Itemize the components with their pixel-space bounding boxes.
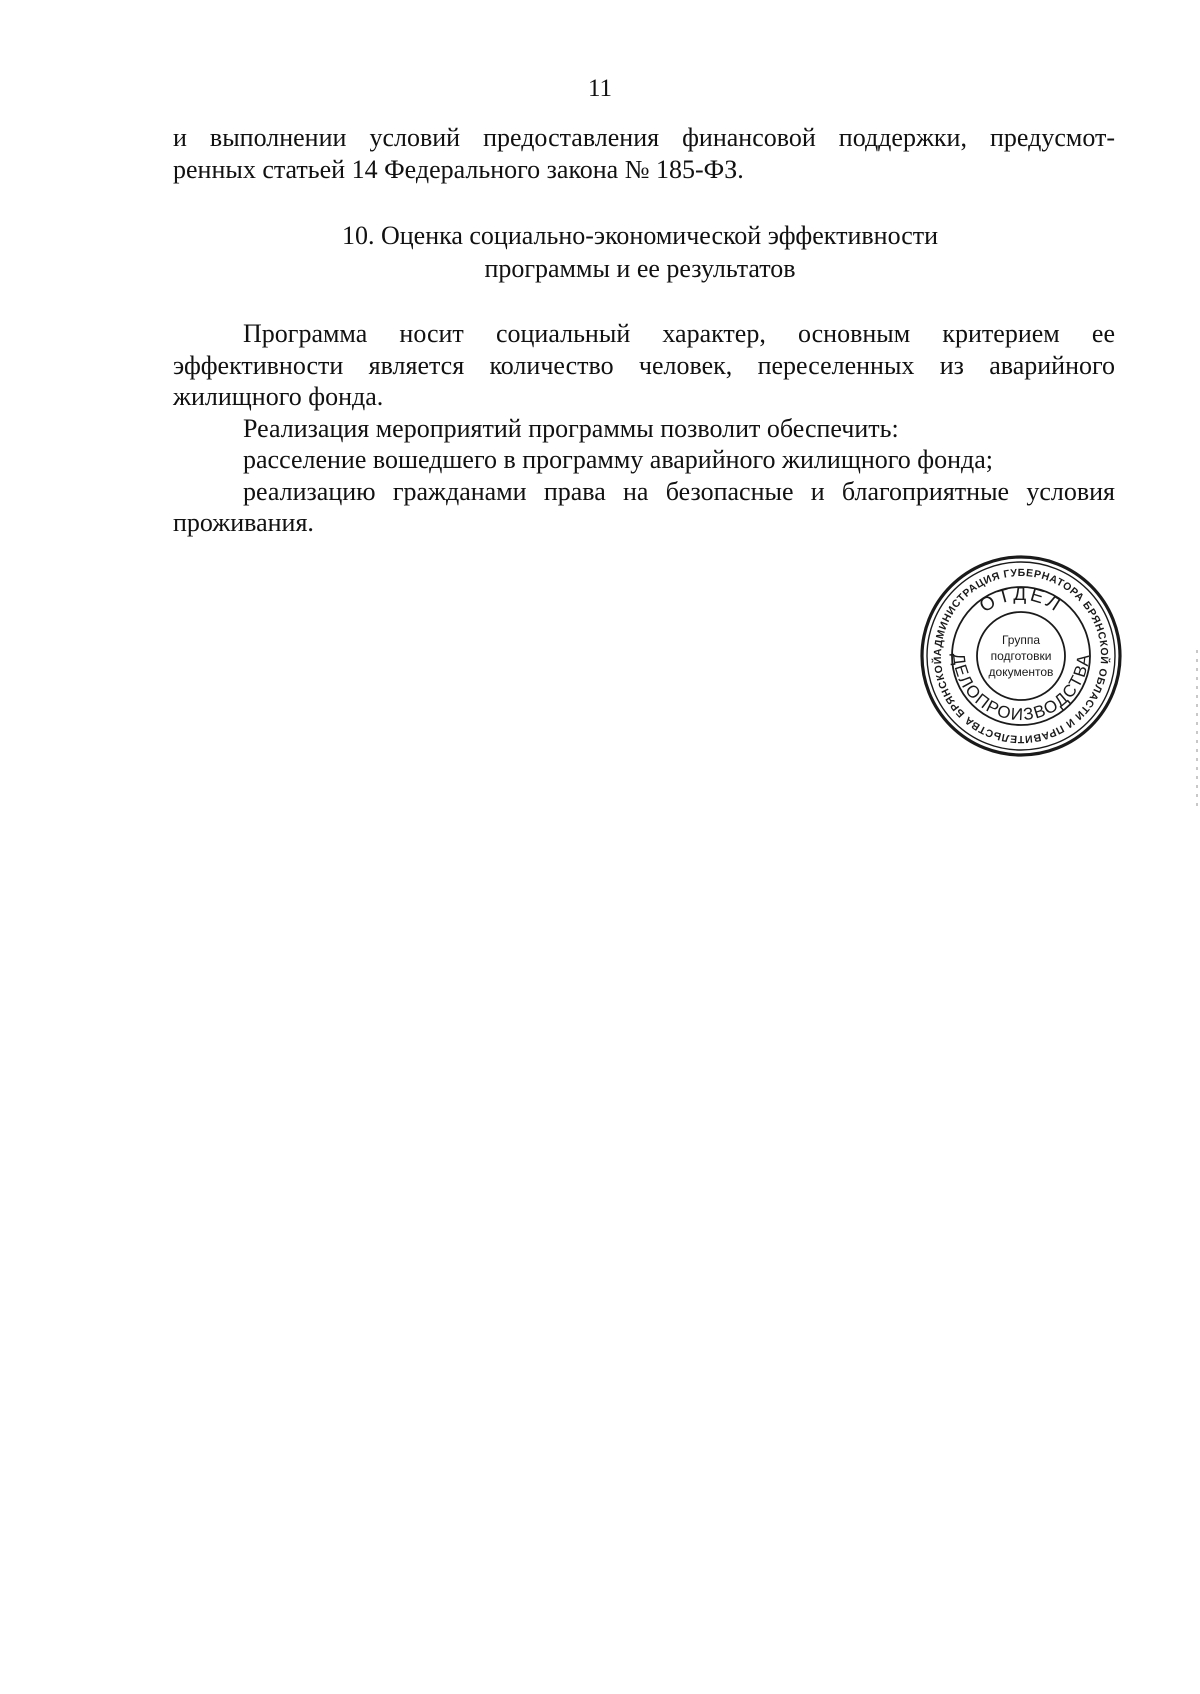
section-heading — [0, 219, 1200, 285]
section-heading-line-1: 10. Оценка социально-экономической эффективности — [341, 221, 939, 250]
section-heading-line-2: программы и ее результатов — [484, 254, 796, 283]
continuation-line-1: и выполнении условий предоставления финансовой поддержки, предусмот- — [173, 123, 1115, 152]
stamp-outer-ring-text: АДМИНИСТРАЦИЯ ГУБЕРНАТОРА БРЯНСКОЙ ОБЛАСТИ И ПРАВИТЕЛЬСТВА БРЯНСКОЙ — [931, 566, 1111, 746]
page-number: 11 — [587, 75, 613, 102]
continuation-line-2: ренных статьей 14 Федерального закона № 185-ФЗ. — [173, 154, 744, 184]
stamp-bottom-word: ДЕЛОПРОИЗВОДСТВА — [948, 651, 1094, 725]
stamp-center-line-2: подготовки — [990, 649, 1052, 663]
paragraph-criterion: Программа носит социальный характер, основным критерием ее эффективности является количество человек, переселенных из аварийного жилищного фонда. — [173, 319, 1115, 411]
paragraph-resettlement: расселение вошедшего в программу аварийного жилищного фонда; — [243, 445, 994, 474]
continuation-text — [173, 122, 1115, 185]
paragraph-rights: реализацию гражданами права на безопасные и благоприятные условия проживания. — [173, 476, 1115, 537]
stamp-center-line-1: Группа — [1001, 633, 1041, 647]
stamp-seal-graphic — [917, 552, 1125, 760]
scan-edge-marks — [1196, 650, 1198, 810]
paragraph-implementation: Реализация мероприятий программы позволит обеспечить: — [243, 413, 899, 443]
stamp-top-word: ОТДЕЛ — [976, 583, 1067, 618]
official-stamp — [917, 552, 1125, 760]
body-text — [173, 318, 1115, 539]
stamp-center-line-3: документов — [988, 665, 1054, 679]
